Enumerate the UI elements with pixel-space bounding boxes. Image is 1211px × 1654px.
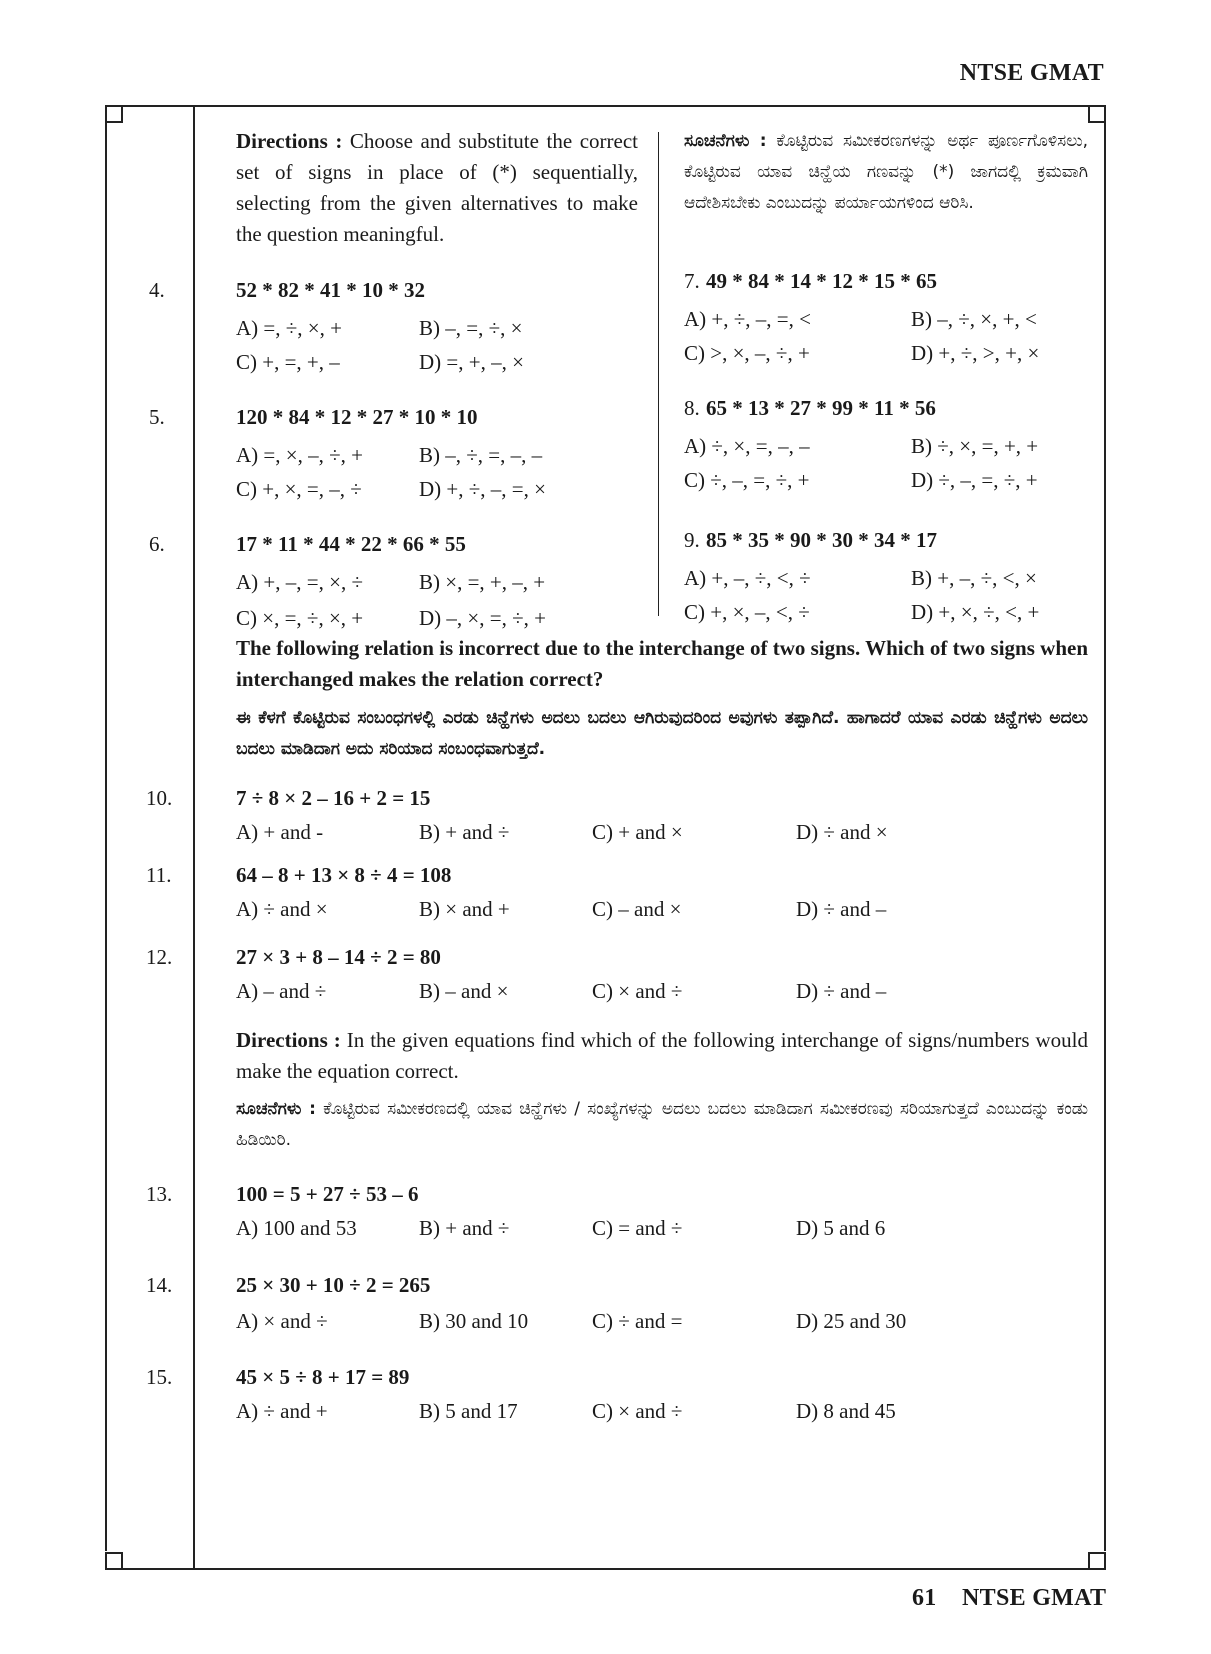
option-d: D) +, ÷, –, =, ×: [419, 477, 546, 501]
question-equation: 52 * 82 * 41 * 10 * 32: [236, 278, 425, 302]
option-a: A) ÷, ×, =, –, –: [684, 434, 810, 458]
question-equation: 65 * 13 * 27 * 99 * 11 * 56: [706, 396, 936, 420]
question-number: 14.: [146, 1273, 173, 1297]
option-c: C) – and ×: [592, 897, 682, 921]
page-number: 61: [912, 1585, 937, 1611]
option-d: D) 8 and 45: [796, 1399, 896, 1423]
directions-english: [236, 126, 638, 250]
option-a: A) ÷ and ×: [236, 897, 328, 921]
option-c: C) + and ×: [592, 820, 683, 844]
option-a: A) × and ÷: [236, 1309, 328, 1333]
option-d: D) 25 and 30: [796, 1309, 907, 1333]
option-b: B) ÷, ×, =, +, +: [911, 434, 1039, 458]
directions-kannada-label: ಸೂಚನೆಗಳು :: [684, 131, 767, 151]
option-b: B) – and ×: [419, 979, 509, 1003]
option-a: A) +, –, ÷, <, ÷: [684, 566, 811, 590]
question-number: 7.: [684, 269, 700, 293]
option-b: B) × and +: [419, 897, 510, 921]
option-b: B) –, =, ÷, ×: [419, 316, 523, 340]
question-equation: 100 = 5 + 27 ÷ 53 – 6: [236, 1182, 419, 1206]
option-c: C) +, =, +, –: [236, 350, 340, 374]
section2-kannada: ಈ ಕೆಳಗೆ ಕೊಟ್ಟಿರುವ ಸಂಬಂಧಗಳಲ್ಲಿ ಎರಡು ಚಿನ್ಹೆಗಳು ಅದಲು ಬದಲು ಆಗಿರುವುದರಿಂದ ಅವುಗಳು ತಪ್ಪಾಗಿದೆ. ಹಾಗಾದರೆ ಯಾವ ಎರಡು ಚಿನ್ಹೆಗಳು ಅದಲು ಬದಲು ಮಾಡಿದಾಗ ಅದು ಸರಿಯಾದ ಸಂಬಂಧವಾಗುತ್ತದೆ.: [236, 708, 1088, 759]
corner-ornament-br: [1088, 1552, 1106, 1570]
option-d: D) +, ÷, >, +, ×: [911, 341, 1040, 365]
option-a: A) ÷ and +: [236, 1399, 328, 1423]
directions-kannada-label: ಸೂಚನೆಗಳು :: [236, 1099, 316, 1119]
question-number: 8.: [684, 396, 700, 420]
option-c: C) = and ÷: [592, 1216, 683, 1240]
number-column-divider: [193, 105, 195, 1570]
directions-kannada: [684, 126, 1088, 219]
question-number: 15.: [146, 1365, 173, 1389]
option-d: D) ÷ and –: [796, 979, 887, 1003]
option-c: C) +, ×, –, <, ÷: [684, 600, 810, 624]
frame-top-border: [123, 105, 1088, 107]
option-b: B) ×, =, +, –, +: [419, 570, 546, 594]
directions-kannada-text: ಕೊಟ್ಟಿರುವ ಸಮೀಕರಣದಲ್ಲಿ ಯಾವ ಚಿನ್ಹೆಗಳು / ಸಂಖ್ಯೆಗಳನ್ನು ಅದಲು ಬದಲು ಮಾಡಿದಾಗ ಸಮೀಕರಣವು ಸರಿಯಾಗುತ್ತದೆ ಎಂಬುದನ್ನು ಕಂಡು ಹಿಡಿಯಿರಿ.: [236, 1099, 1088, 1150]
option-c: C) ×, =, ÷, ×, +: [236, 606, 364, 630]
option-c: C) >, ×, –, ÷, +: [684, 341, 810, 365]
question-equation: 120 * 84 * 12 * 27 * 10 * 10: [236, 405, 478, 429]
frame-left-border: [105, 123, 107, 1551]
option-c: C) ÷ and =: [592, 1309, 683, 1333]
option-b: B) 30 and 10: [419, 1309, 529, 1333]
section2-heading: The following relation is incorrect due to the interchange of two signs. Which of two signs when interchanged makes the relation correct?: [236, 636, 1088, 691]
option-a: A) =, ÷, ×, +: [236, 316, 342, 340]
header-title: NTSE GMAT: [959, 60, 1104, 86]
question-number: 11.: [146, 863, 172, 887]
option-d: D) ÷, –, =, ÷, +: [911, 468, 1038, 492]
question-equation: 27 × 3 + 8 – 14 ÷ 2 = 80: [236, 945, 441, 969]
question-equation: 25 × 30 + 10 ÷ 2 = 265: [236, 1273, 431, 1297]
question-equation: 85 * 35 * 90 * 30 * 34 * 17: [706, 528, 937, 552]
directions-label: Directions :: [236, 1028, 341, 1052]
frame-right-border: [1104, 123, 1106, 1551]
directions-text: In the given equations find which of the following interchange of signs/numbers would make the equation correct.: [236, 1028, 1088, 1083]
option-b: B) 5 and 17: [419, 1399, 518, 1423]
corner-ornament-tr: [1088, 105, 1106, 123]
question-number: 5.: [149, 405, 165, 429]
directions-kannada-text: ಕೊಟ್ಟಿರುವ ಸಮೀಕರಣಗಳನ್ನು ಅರ್ಥ ಪೂರ್ಣಗೊಳಿಸಲು, ಕೊಟ್ಟಿರುವ ಯಾವ ಚಿನ್ಹೆಯ ಗಣವನ್ನು (*) ಜಾಗದಲ್ಲಿ ಕ್ರಮವಾಗಿ ಆದೇಶಿಸಬೇಕು ಎಂಬುದನ್ನು ಪರ್ಯಾಯಗಳಿಂದ ಆರಿಸಿ.: [684, 131, 1088, 213]
option-d: D) =, +, –, ×: [419, 350, 524, 374]
question-number: 10.: [146, 786, 173, 810]
column-divider: [658, 132, 659, 616]
option-d: D) 5 and 6: [796, 1216, 886, 1240]
option-b: B) + and ÷: [419, 820, 510, 844]
option-a: A) =, ×, –, ÷, +: [236, 443, 363, 467]
corner-ornament-tl: [105, 105, 123, 123]
question-equation: 49 * 84 * 14 * 12 * 15 * 65: [706, 269, 937, 293]
option-c: C) × and ÷: [592, 979, 683, 1003]
option-d: D) ÷ and –: [796, 897, 887, 921]
question-number: 12.: [146, 945, 173, 969]
frame-bottom-border: [123, 1568, 1088, 1570]
option-d: D) ÷ and ×: [796, 820, 888, 844]
directions-label: Directions :: [236, 129, 343, 153]
section3-directions: [236, 1025, 1088, 1087]
option-a: A) +, ÷, –, =, <: [684, 307, 811, 331]
option-c: C) × and ÷: [592, 1399, 683, 1423]
footer-title: NTSE GMAT: [962, 1585, 1107, 1611]
option-a: A) +, –, =, ×, ÷: [236, 570, 363, 594]
option-a: A) – and ÷: [236, 979, 327, 1003]
option-a: A) 100 and 53: [236, 1216, 357, 1240]
question-number: 6.: [149, 532, 165, 556]
question-number: 9.: [684, 528, 700, 552]
option-d: D) +, ×, ÷, <, +: [911, 600, 1040, 624]
corner-ornament-bl: [105, 1552, 123, 1570]
option-b: B) –, ÷, =, –, –: [419, 443, 543, 467]
question-number: 4.: [149, 278, 165, 302]
directions-text: Choose and substitute the correct set of signs in place of (*) sequentially, selecting from the given alternatives to make the question meaningful.: [236, 129, 638, 246]
option-b: B) –, ÷, ×, +, <: [911, 307, 1037, 331]
option-d: D) –, ×, =, ÷, +: [419, 606, 546, 630]
question-equation: 64 – 8 + 13 × 8 ÷ 4 = 108: [236, 863, 452, 887]
option-b: B) + and ÷: [419, 1216, 510, 1240]
question-equation: 17 * 11 * 44 * 22 * 66 * 55: [236, 532, 466, 556]
option-a: A) + and -: [236, 820, 324, 844]
section3-kannada: [236, 1094, 1088, 1156]
option-b: B) +, –, ÷, <, ×: [911, 566, 1037, 590]
question-equation: 7 ÷ 8 × 2 – 16 + 2 = 15: [236, 786, 431, 810]
question-equation: 45 × 5 ÷ 8 + 17 = 89: [236, 1365, 410, 1389]
question-number: 13.: [146, 1182, 173, 1206]
option-c: C) ÷, –, =, ÷, +: [684, 468, 810, 492]
option-c: C) +, ×, =, –, ÷: [236, 477, 362, 501]
